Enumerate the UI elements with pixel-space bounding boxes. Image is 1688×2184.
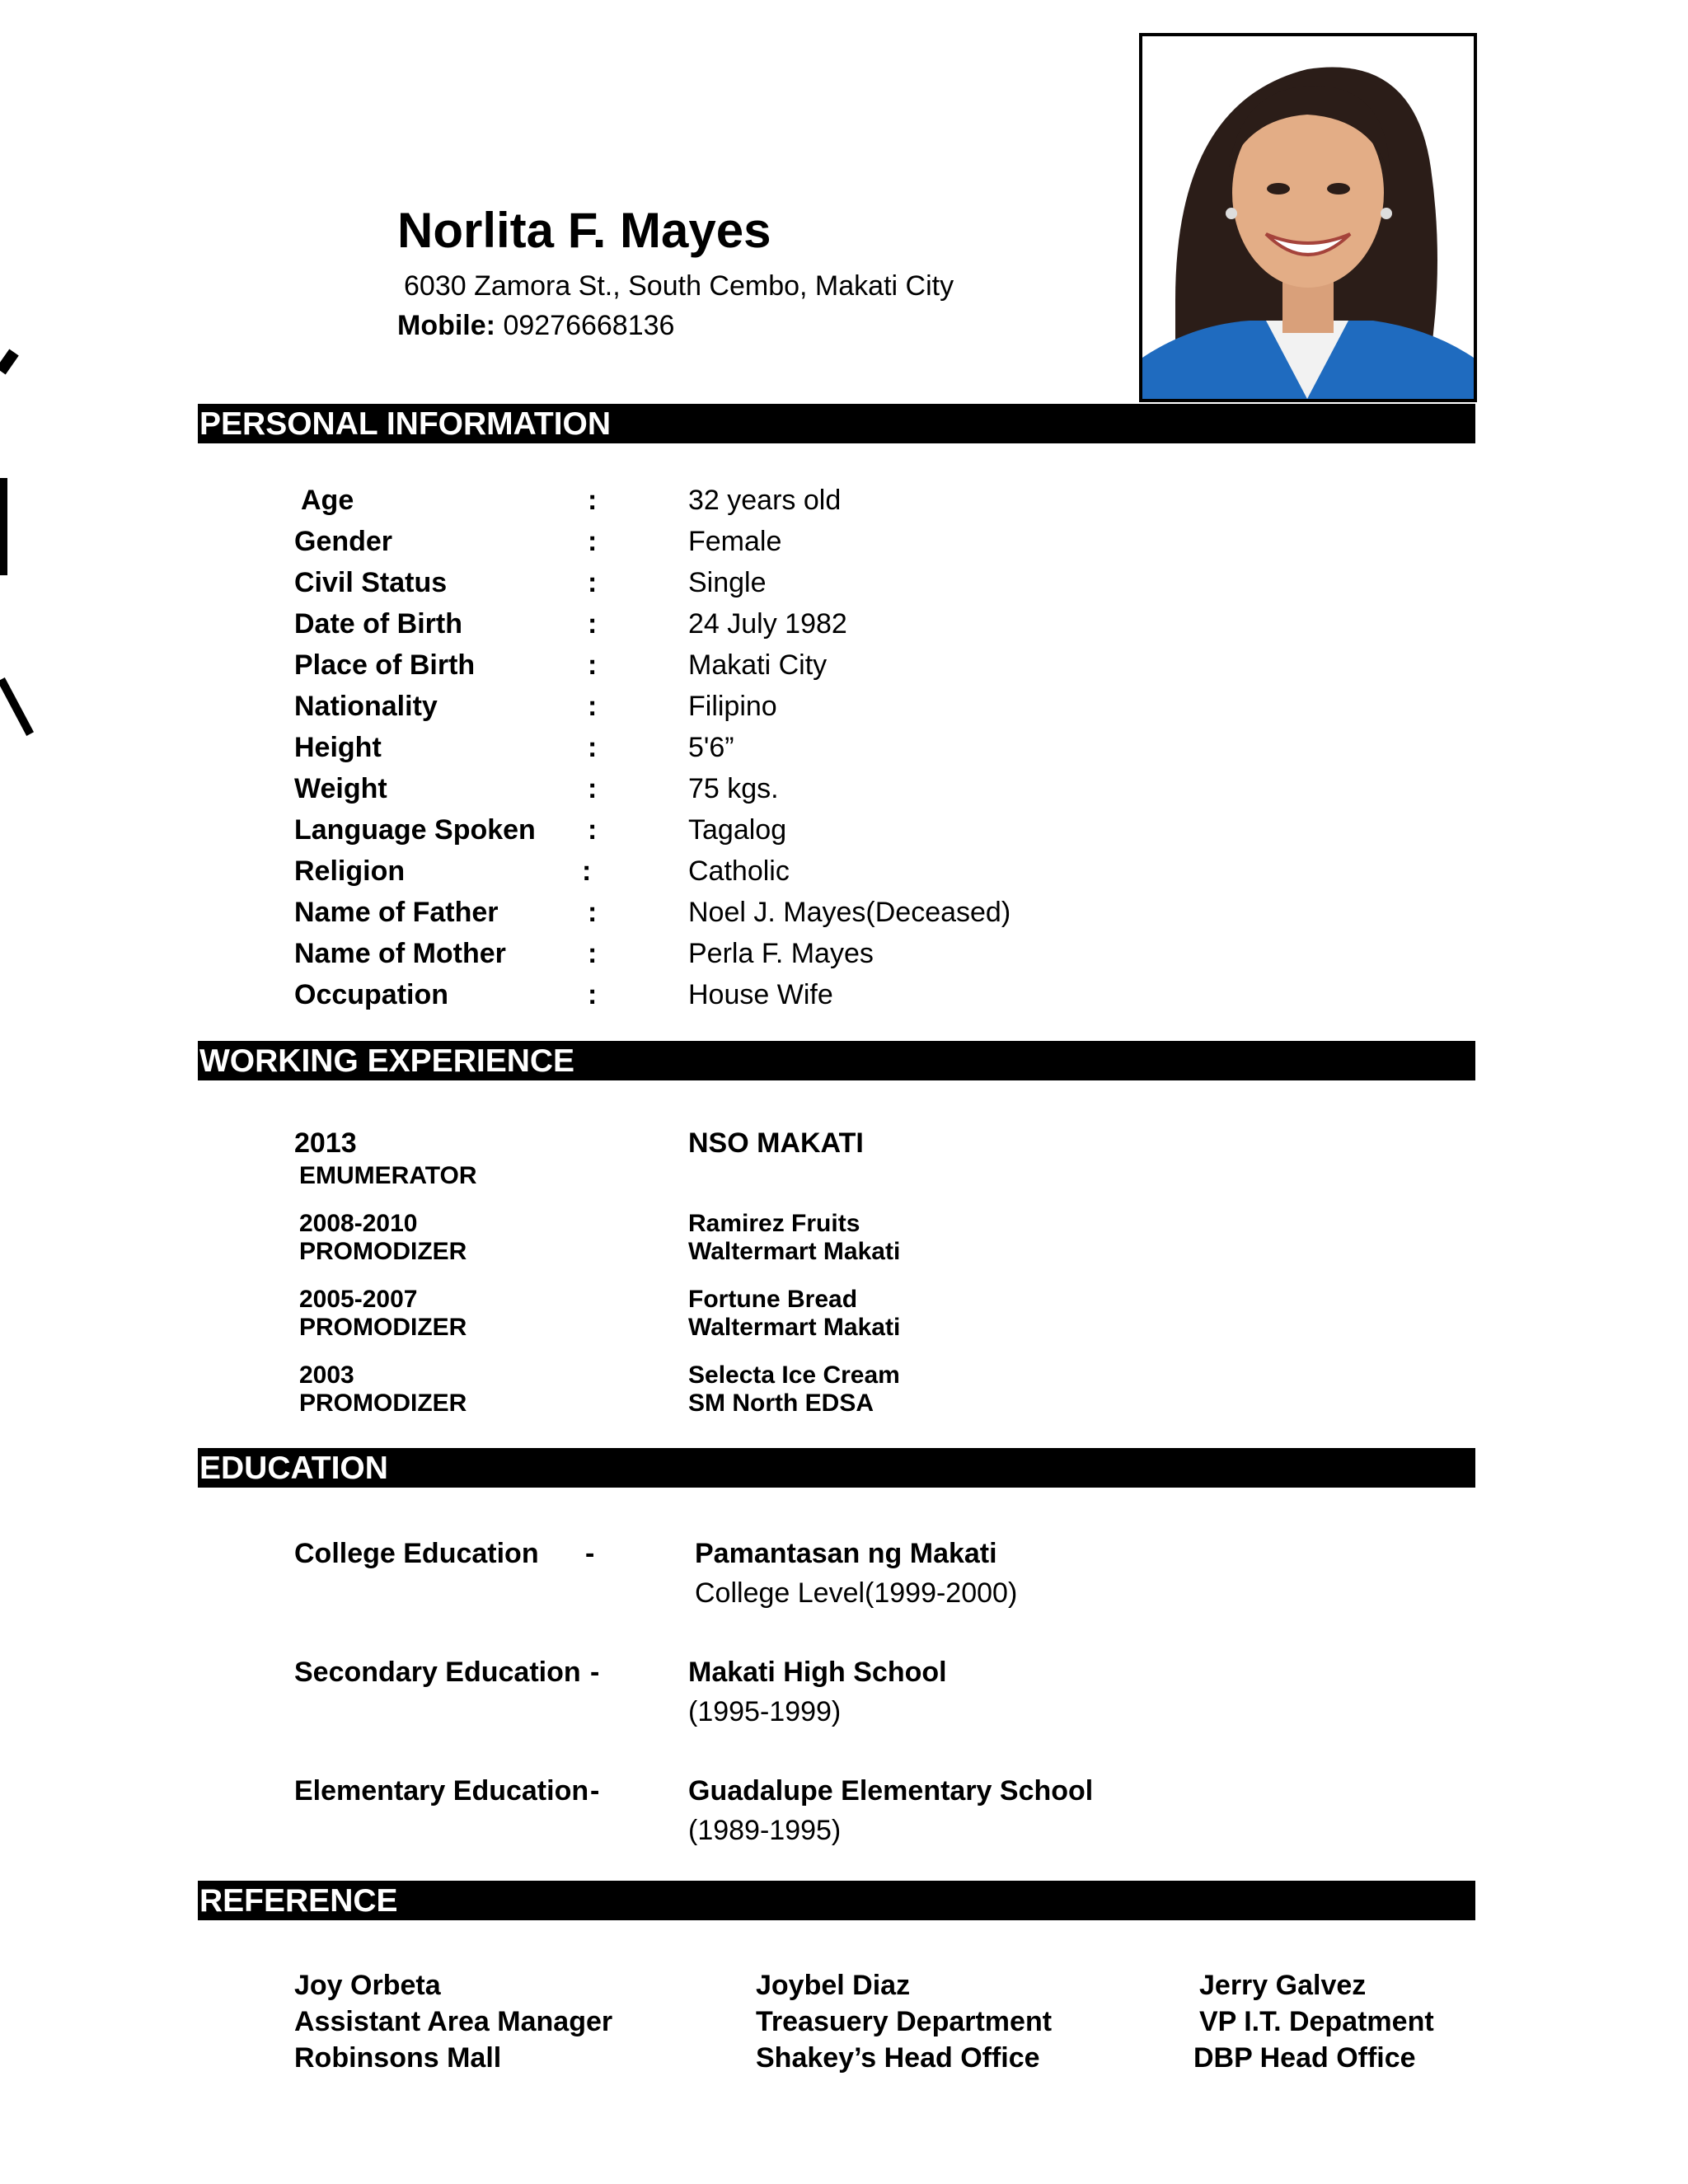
portrait-illustration <box>1142 36 1474 399</box>
info-colon: : <box>588 897 598 928</box>
info-label-gender: Gender <box>294 526 393 557</box>
info-value-age: 32 years old <box>688 485 842 516</box>
work-position-4: PROMODIZER <box>299 1390 467 1417</box>
info-value-gender: Female <box>688 526 782 557</box>
info-colon: : <box>588 608 598 640</box>
info-value-name-of-mother: Perla F. Mayes <box>688 938 874 969</box>
info-value-language-spoken: Tagalog <box>688 814 787 846</box>
info-value-date-of-birth: 24 July 1982 <box>688 608 847 640</box>
reference-3-title: VP I.T. Depatment <box>1199 2006 1434 2037</box>
work-year-2: 2008-2010 <box>299 1210 418 1237</box>
work-company-4: Selecta Ice Cream <box>688 1361 900 1389</box>
work-location-3: Waltermart Makati <box>688 1314 901 1341</box>
work-location-4: SM North EDSA <box>688 1390 874 1417</box>
reference-3-name: Jerry Galvez <box>1199 1970 1367 2001</box>
work-company-2: Ramirez Fruits <box>688 1210 860 1237</box>
education-detail-college: College Level(1999-2000) <box>695 1577 1018 1609</box>
info-label-date-of-birth: Date of Birth <box>294 608 462 640</box>
info-colon: : <box>588 814 598 846</box>
work-year-4: 2003 <box>299 1361 354 1389</box>
work-position-1: EMUMERATOR <box>299 1162 477 1189</box>
info-colon: : <box>582 855 592 887</box>
info-label-religion: Religion <box>294 855 406 887</box>
work-company-3: Fortune Bread <box>688 1286 858 1313</box>
mobile-label: Mobile: <box>397 310 495 341</box>
education-school-secondary: Makati High School <box>688 1657 947 1688</box>
applicant-address: 6030 Zamora St., South Cembo, Makati City <box>404 270 954 302</box>
work-year-1: 2013 <box>294 1127 357 1159</box>
work-company-1: NSO MAKATI <box>688 1127 864 1159</box>
info-label-nationality: Nationality <box>294 691 438 722</box>
info-label-civil-status: Civil Status <box>294 567 448 598</box>
edge-mark-middle <box>0 478 7 575</box>
info-colon: : <box>588 526 598 557</box>
education-school-college: Pamantasan ng Makati <box>695 1538 997 1569</box>
info-colon: : <box>588 567 598 598</box>
reference-2-place: Shakey’s Head Office <box>756 2042 1040 2074</box>
work-year-3: 2005-2007 <box>299 1286 418 1313</box>
info-label-name-of-father: Name of Father <box>294 897 499 928</box>
info-value-height: 5'6” <box>688 732 734 763</box>
info-colon: : <box>588 649 598 681</box>
info-colon: : <box>588 979 598 1010</box>
work-position-2: PROMODIZER <box>299 1238 467 1265</box>
reference-2-title: Treasuery Department <box>756 2006 1053 2037</box>
info-label-place-of-birth: Place of Birth <box>294 649 476 681</box>
education-dash: - <box>585 1538 595 1569</box>
info-colon: : <box>588 732 598 763</box>
section-education: EDUCATION <box>198 1448 1475 1488</box>
education-dash: - <box>590 1775 600 1807</box>
education-detail-elementary: (1989-1995) <box>688 1815 842 1846</box>
info-label-occupation: Occupation <box>294 979 449 1010</box>
info-label-language-spoken: Language Spoken <box>294 814 536 846</box>
info-value-place-of-birth: Makati City <box>688 649 828 681</box>
edge-mark-top <box>0 349 19 375</box>
info-colon: : <box>588 938 598 969</box>
info-value-nationality: Filipino <box>688 691 777 722</box>
info-colon: : <box>588 485 598 516</box>
info-label-weight: Weight <box>294 773 387 804</box>
education-dash: - <box>590 1657 600 1688</box>
applicant-name: Norlita F. Mayes <box>397 203 771 258</box>
education-level-college: College Education <box>294 1538 539 1569</box>
reference-1-name: Joy Orbeta <box>294 1970 441 2001</box>
reference-2-name: Joybel Diaz <box>756 1970 911 2001</box>
work-position-3: PROMODIZER <box>299 1314 467 1341</box>
edge-mark-bottom <box>0 677 34 736</box>
section-working-experience: WORKING EXPERIENCE <box>198 1041 1475 1080</box>
info-value-weight: 75 kgs. <box>688 773 779 804</box>
applicant-mobile <box>397 310 674 342</box>
info-label-name-of-mother: Name of Mother <box>294 938 506 969</box>
info-value-civil-status: Single <box>688 567 767 598</box>
education-detail-secondary: (1995-1999) <box>688 1696 842 1727</box>
info-value-name-of-father: Noel J. Mayes(Deceased) <box>688 897 1011 928</box>
work-location-2: Waltermart Makati <box>688 1238 901 1265</box>
section-reference: REFERENCE <box>198 1881 1475 1920</box>
applicant-photo <box>1139 33 1477 402</box>
education-school-elementary: Guadalupe Elementary School <box>688 1775 1094 1807</box>
reference-1-title: Assistant Area Manager <box>294 2006 613 2037</box>
info-value-religion: Catholic <box>688 855 790 887</box>
reference-1-place: Robinsons Mall <box>294 2042 502 2074</box>
info-value-occupation: House Wife <box>688 979 833 1010</box>
section-personal-information: PERSONAL INFORMATION <box>198 404 1475 443</box>
education-level-elementary: Elementary Education <box>294 1775 589 1807</box>
info-label-age: Age <box>301 485 354 516</box>
mobile-value: 09276668136 <box>503 310 675 341</box>
info-colon: : <box>588 773 598 804</box>
education-level-secondary: Secondary Education <box>294 1657 581 1688</box>
reference-3-place: DBP Head Office <box>1193 2042 1416 2074</box>
info-colon: : <box>588 691 598 722</box>
info-label-height: Height <box>294 732 382 763</box>
